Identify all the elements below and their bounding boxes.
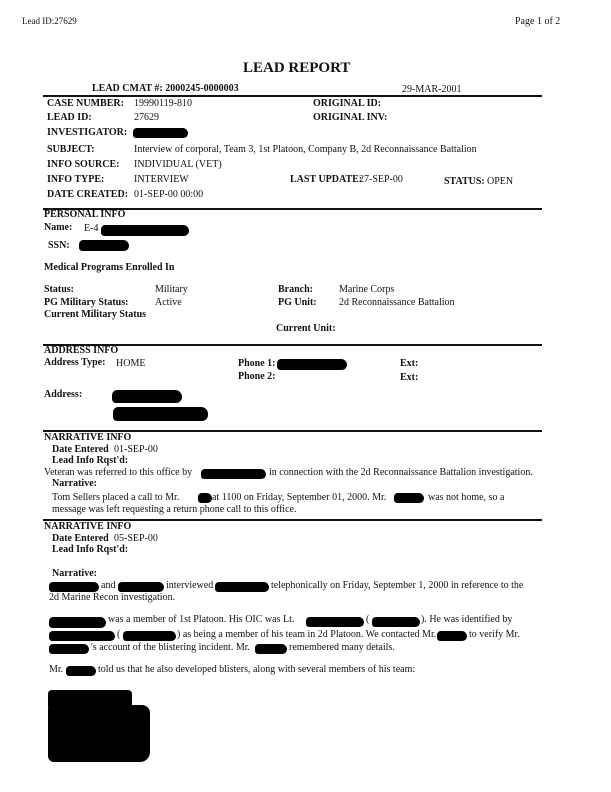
p2-text-c: ). He was identified by: [421, 614, 513, 625]
status-value: OPEN: [487, 176, 514, 187]
pg-unit-label: PG Unit:: [278, 297, 317, 308]
p3-text-a: Mr.: [49, 664, 64, 675]
p1-text-a: and: [101, 580, 116, 591]
referral-text-a: Veteran was referred to this office by: [44, 467, 193, 478]
narrative2-rqst-label: Lead Info Rqst'd:: [52, 544, 129, 555]
info-type: INTERVIEW: [134, 174, 189, 185]
redaction-p3-name1: [66, 666, 96, 676]
redaction-p2-name4: [49, 631, 115, 641]
page-title: LEAD REPORT: [243, 60, 351, 76]
info-type-label: INFO TYPE:: [47, 174, 105, 185]
redaction-p2-name2: [306, 617, 364, 627]
original-id-label: ORIGINAL ID:: [313, 98, 382, 109]
redaction-p2-name5: [123, 631, 176, 641]
narrative1-text-c: was not home, so a: [428, 492, 505, 503]
phone1-label: Phone 1:: [238, 358, 276, 369]
ext2-label: Ext:: [400, 372, 419, 383]
header-rule: [43, 95, 542, 97]
p2-text-d: (: [117, 629, 121, 640]
current-unit-label: Current Unit:: [276, 323, 336, 334]
date-created: 01-SEP-00 00:00: [134, 189, 204, 200]
narrative1-date-label: Date Entered: [52, 444, 109, 455]
narrative2-date: 05-SEP-00: [114, 533, 158, 544]
original-inv-label: ORIGINAL INV:: [313, 112, 388, 123]
medical-programs-label: Medical Programs Enrolled In: [44, 262, 175, 273]
lead-id: 27629: [134, 112, 159, 123]
redaction-p2-name6: [437, 631, 467, 641]
p1-text-d: 2d Marine Recon investigation.: [49, 592, 176, 603]
case-number: 19990119-810: [134, 98, 192, 109]
investigator-label: INVESTIGATOR:: [47, 127, 128, 138]
p1-text-c: telephonically on Friday, September 1, 2000 in reference to the: [271, 580, 524, 591]
redaction-n1-name1: [198, 493, 212, 503]
referral-text-b: in connection with the 2d Reconnaissance Battalion investigation.: [269, 467, 533, 478]
page-number: Page 1 of 2: [515, 16, 561, 27]
address-type-label: Address Type:: [44, 357, 106, 368]
narrative2-section-title: NARRATIVE INFO: [44, 521, 132, 532]
name-prefix: E-4: [84, 223, 99, 234]
redaction-p1-name3: [215, 582, 269, 592]
lead-id-header: Lead ID:27629: [22, 16, 77, 26]
p2-text-g: 's account of the blistering incident. Mr.: [91, 642, 250, 653]
redaction-team-list-2: [48, 705, 150, 762]
p2-text-f: to verify Mr.: [469, 629, 520, 640]
redaction-p1-name2: [118, 582, 164, 592]
address-label: Address:: [44, 389, 83, 400]
redaction-p2-name8: [255, 644, 287, 654]
redaction-address1: [112, 390, 182, 403]
redaction-name: [101, 225, 189, 236]
redaction-n1-name2: [394, 493, 424, 503]
branch-label: Branch:: [278, 284, 313, 295]
lead-id-label: LEAD ID:: [47, 112, 92, 123]
pg-status-label: PG Military Status:: [44, 297, 129, 308]
status-label: STATUS:: [444, 176, 485, 187]
phone2-label: Phone 2:: [238, 371, 276, 382]
p1-text-b: interviewed: [166, 580, 214, 591]
narrative1-section-title: NARRATIVE INFO: [44, 432, 132, 443]
redaction-address2: [113, 407, 208, 421]
narrative1-rqst-label: Lead Info Rqst'd:: [52, 455, 129, 466]
report-date: 29-MAR-2001: [402, 84, 462, 95]
narrative1-label: Narrative:: [52, 478, 97, 489]
info-source-label: INFO SOURCE:: [47, 159, 120, 170]
ssn-label: SSN:: [48, 240, 70, 251]
address-type: HOME: [116, 358, 146, 369]
pg-status: Active: [155, 297, 182, 308]
narrative2-date-label: Date Entered: [52, 533, 109, 544]
narrative1-text-a: Tom Sellers placed a call to Mr.: [52, 492, 180, 503]
redaction-investigator: [133, 128, 188, 138]
last-update-label: LAST UPDATE:: [290, 174, 363, 185]
p3-text-b: told us that he also developed blisters, along with several members of his team:: [98, 664, 416, 675]
redaction-referrer: [201, 469, 266, 479]
ext1-label: Ext:: [400, 358, 419, 369]
redaction-p1-name1: [49, 582, 99, 592]
case-number-label: CASE NUMBER:: [47, 98, 124, 109]
status-mil: Military: [155, 284, 188, 295]
info-source: INDIVIDUAL (VET): [134, 159, 222, 170]
p2-text-h: remembered many details.: [289, 642, 395, 653]
redaction-p2-name3: [372, 617, 420, 627]
p2-text-b: (: [366, 614, 370, 625]
date-created-label: DATE CREATED:: [47, 189, 129, 200]
redaction-p2-name7: [49, 644, 89, 654]
current-military-status-label: Current Military Status: [44, 309, 147, 320]
name-label: Name:: [44, 222, 73, 233]
pg-unit: 2d Reconnaissance Battalion: [339, 297, 455, 308]
personal-section-title: PERSONAL INFO: [44, 209, 126, 220]
lead-cmat: LEAD CMAT #: 2000245-0000003: [92, 83, 239, 94]
p2-text-a: was a member of 1st Platoon. His OIC was Lt.: [108, 614, 295, 625]
redaction-p2-name1: [49, 617, 106, 628]
status-mil-label: Status:: [44, 284, 75, 295]
p2-text-e: ) as being a member of his team in 2d Platoon. We contacted Mr.: [177, 629, 437, 640]
narrative1-text-d: message was left requesting a return phone call to this office.: [52, 504, 297, 515]
narrative2-label: Narrative:: [52, 568, 97, 579]
subject: Interview of corporal, Team 3, 1st Platoon, Company B, 2d Reconnaissance Battalion: [134, 144, 477, 155]
redaction-phone1: [277, 359, 347, 370]
narrative1-date: 01-SEP-00: [114, 444, 158, 455]
address-section-title: ADDRESS INFO: [44, 345, 119, 356]
branch: Marine Corps: [339, 284, 395, 295]
redaction-ssn: [79, 240, 129, 251]
last-update: 27-SEP-00: [359, 174, 403, 185]
subject-label: SUBJECT:: [47, 144, 95, 155]
narrative1-text-b: at 1100 on Friday, September 01, 2000. Mr.: [212, 492, 387, 503]
